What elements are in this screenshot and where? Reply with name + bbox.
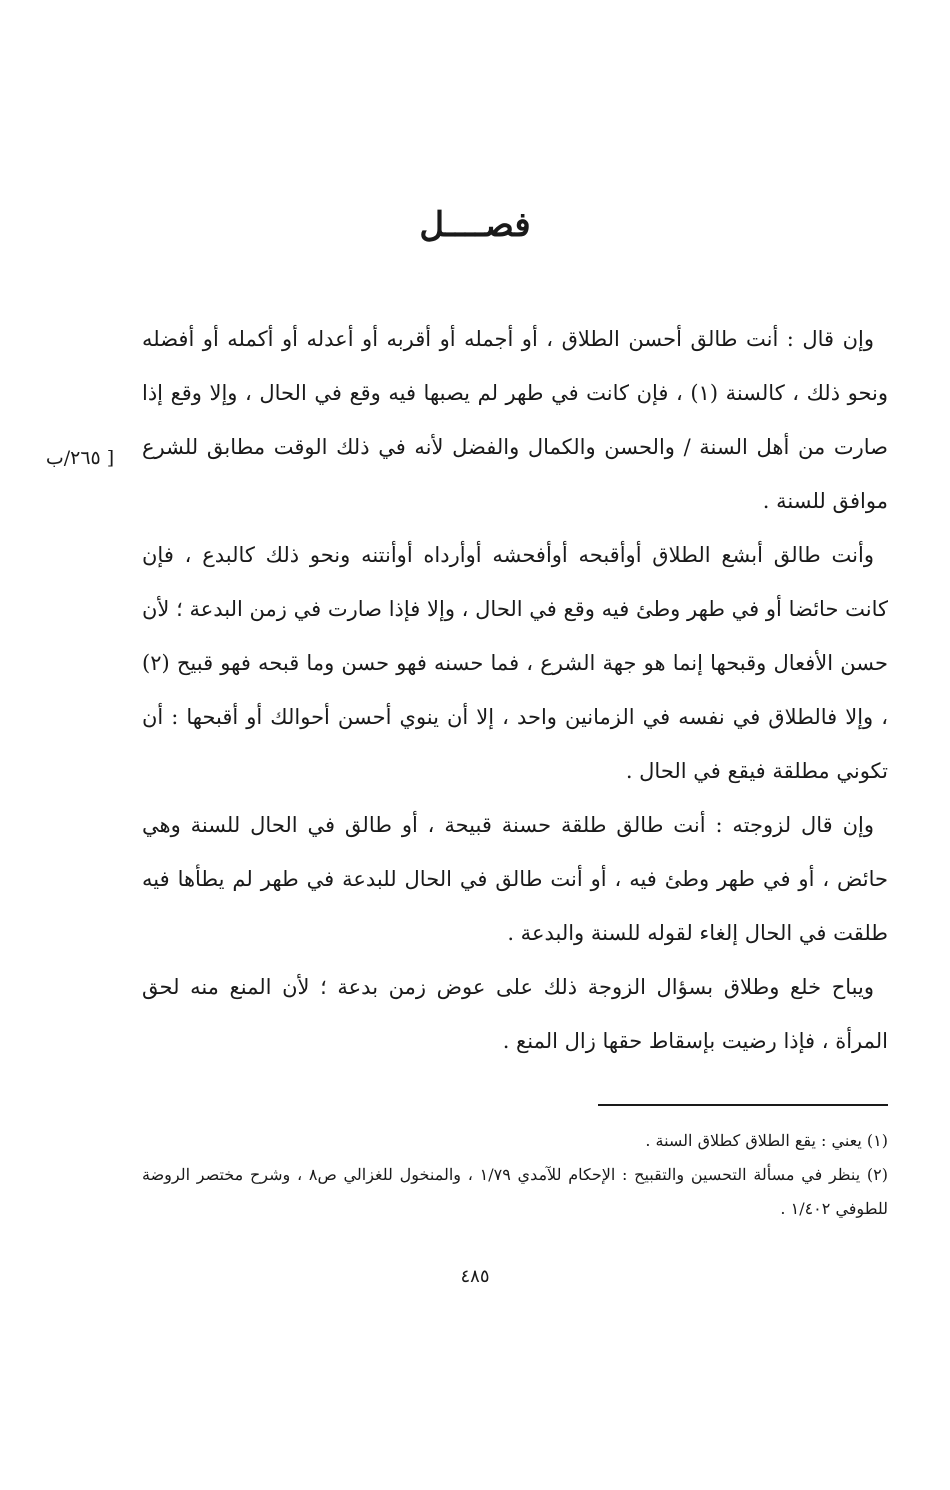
footnote-2: (٢) ينظر في مسألة التحسين والتقبيح : الإحكام للآمدي ١/٧٩ ، والمنخول للغزالي ص٨ ، وشرح مختصر الروضة للطوفي ١/٤٠٢ .	[142, 1165, 889, 1218]
footnotes	[142, 1124, 888, 1226]
footnote-1: (١) يعني : يقع الطلاق كطلاق السنة .	[645, 1131, 888, 1150]
section-heading: فصــــل	[419, 205, 531, 245]
main-text	[142, 312, 888, 1068]
page-number: ٤٨٥	[460, 1266, 490, 1287]
paragraph-3: وإن قال لزوجته : أنت طالق طلقة حسنة قبيحة ، أو طالق في الحال للسنة وهي حائض ، أو في طهر وطئ فيه ، أو أنت طالق في الحال للبدعة في طهر لم يطأها فيه طلقت في الحال إلغاء لقوله للسنة والبدعة .	[142, 813, 888, 945]
paragraph-4: ويباح خلع وطلاق بسؤال الزوجة ذلك على عوض زمن بدعة ؛ لأن المنع منه لحق المرأة ، فإذا رضيت بإسقاط حقها زال المنع .	[142, 975, 888, 1053]
paragraph-1: وإن قال : أنت طالق أحسن الطلاق ، أو أجمله أو أقربه أو أعدله أو أكمله أو أفضله ونحو ذلك ، كالسنة (١) ، فإن كانت في طهر لم يصبها فيه وقع في الحال ، وإلا وقع إذا صارت من أهل السنة / والحسن والكمال والفضل لأنه في ذلك الوقت مطابق للشرع موافق للسنة .	[142, 327, 888, 513]
footnote-separator	[598, 1104, 888, 1106]
paragraph-2: وأنت طالق أبشع الطلاق أوأقبحه أوأفحشه أوأرداه أوأنتنه ونحو ذلك كالبدع ، فإن كانت حائضا أو في طهر وطئ فيه وقع في الحال ، وإلا فإذا صارت في زمن البدعة ؛ لأن حسن الأفعال وقبحها إنما هو جهة الشرع ، فما حسنه فهو حسن وما قبحه فهو قبيح (٢) ، وإلا فالطلاق في نفسه في الزمانين واحد ، إلا أن ينوي أحسن أحوالك أو أقبحها : أن تكوني مطلقة فيقع في الحال .	[142, 543, 888, 783]
manuscript-folio-marker: [ ٢٦٥/ب	[45, 447, 115, 469]
